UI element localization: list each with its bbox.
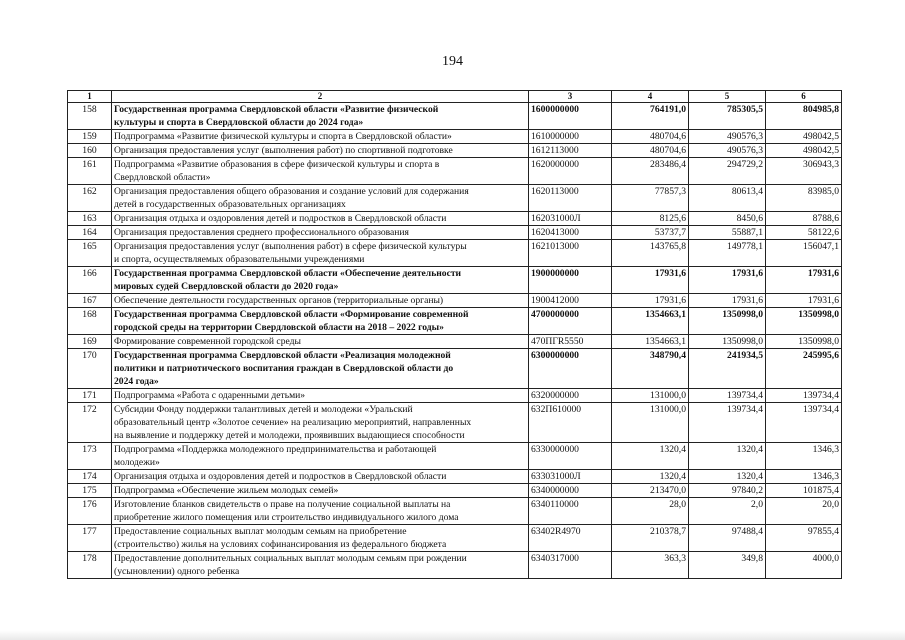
table-row (68, 308, 842, 335)
row-number: 168 (68, 308, 112, 335)
row-value-4: 53737,7 (612, 226, 689, 240)
row-name (112, 130, 529, 144)
row-name (112, 226, 529, 240)
table-body (68, 103, 842, 579)
table-row (68, 158, 842, 185)
row-name-line: Предоставление социальных выплат молодым семьям на приобретение (114, 526, 407, 537)
row-value-4: 17931,6 (612, 267, 689, 294)
row-name-line: Свердловской области» (114, 172, 211, 183)
row-name-line: Подпрограмма «Обеспечение жильем молодых семей» (114, 485, 339, 496)
row-value-4: 28,0 (612, 498, 689, 525)
row-name-line: Изготовление бланков свидетельств о праве на получение социальной выплаты на (114, 499, 451, 510)
row-name (112, 212, 529, 226)
row-name-line: Субсидии Фонду поддержки талантливых детей и молодежи «Уральский (114, 404, 413, 415)
row-number: 170 (68, 349, 112, 389)
row-name-line: Организация отдыха и оздоровления детей и подростков в Свердловской области (114, 471, 447, 482)
row-name (112, 349, 529, 389)
row-number: 166 (68, 267, 112, 294)
row-name (112, 443, 529, 470)
table-row (68, 552, 842, 579)
row-name-line: Государственная программа Свердловской области «Формирование современной (114, 309, 469, 320)
row-value-4: 210378,7 (612, 525, 689, 552)
row-number: 178 (68, 552, 112, 579)
row-code: 470ПГR5550 (529, 335, 612, 349)
row-value-5: 149778,1 (689, 240, 766, 267)
row-name-line: Организация отдыха и оздоровления детей и подростков в Свердловской области (114, 213, 447, 224)
row-value-4: 8125,6 (612, 212, 689, 226)
row-number: 169 (68, 335, 112, 349)
row-value-4: 143765,8 (612, 240, 689, 267)
table-row (68, 185, 842, 212)
row-name (112, 389, 529, 403)
table-row (68, 294, 842, 308)
row-value-4: 1320,4 (612, 443, 689, 470)
row-value-6: 1350998,0 (766, 335, 842, 349)
row-value-4: 348790,4 (612, 349, 689, 389)
row-value-5: 55887,1 (689, 226, 766, 240)
header-row (68, 91, 842, 103)
column-header-2: 2 (112, 91, 529, 103)
row-name-line: (строительство) жилья на условиях софинансирования из федерального бюджета (114, 539, 447, 550)
row-code: 162031000Л (529, 212, 612, 226)
table-row (68, 226, 842, 240)
row-number: 164 (68, 226, 112, 240)
row-name-line: Подпрограмма «Работа с одаренными детьми» (114, 390, 306, 401)
row-number: 167 (68, 294, 112, 308)
row-value-6: 58122,6 (766, 226, 842, 240)
row-number: 171 (68, 389, 112, 403)
row-value-5: 241934,5 (689, 349, 766, 389)
row-value-5: 17931,6 (689, 294, 766, 308)
row-number: 162 (68, 185, 112, 212)
row-value-6: 804985,8 (766, 103, 842, 130)
row-value-5: 1350998,0 (689, 308, 766, 335)
row-value-5: 2,0 (689, 498, 766, 525)
row-code: 1612113000 (529, 144, 612, 158)
row-value-6: 1350998,0 (766, 308, 842, 335)
row-number: 158 (68, 103, 112, 130)
row-name (112, 552, 529, 579)
row-number: 174 (68, 470, 112, 484)
row-number: 165 (68, 240, 112, 267)
row-value-4: 213470,0 (612, 484, 689, 498)
row-value-6: 4000,0 (766, 552, 842, 579)
row-value-4: 480704,6 (612, 144, 689, 158)
row-name-line: 2024 года» (114, 376, 159, 387)
row-value-6: 156047,1 (766, 240, 842, 267)
table-row (68, 144, 842, 158)
row-value-6: 20,0 (766, 498, 842, 525)
row-value-5: 1320,4 (689, 470, 766, 484)
table-row (68, 525, 842, 552)
row-value-5: 349,8 (689, 552, 766, 579)
row-name-line: Государственная программа Свердловской области «Реализация молодежной (114, 350, 451, 361)
column-header-6: 6 (766, 91, 842, 103)
row-value-4: 1354663,1 (612, 308, 689, 335)
row-value-6: 306943,3 (766, 158, 842, 185)
row-value-5: 97488,4 (689, 525, 766, 552)
row-name (112, 308, 529, 335)
row-name (112, 335, 529, 349)
row-name-line: городской среды на территории Свердловской области на 2018 – 2022 годы» (114, 322, 444, 333)
row-number: 177 (68, 525, 112, 552)
row-code: 63402R4970 (529, 525, 612, 552)
row-code: 6340110000 (529, 498, 612, 525)
row-name (112, 498, 529, 525)
row-name-line: Государственная программа Свердловской области «Развитие физической (114, 104, 439, 115)
row-value-5: 785305,5 (689, 103, 766, 130)
row-name-line: культуры и спорта в Свердловской области до 2024 года» (114, 117, 364, 128)
row-value-4: 17931,6 (612, 294, 689, 308)
table-row (68, 240, 842, 267)
table-row (68, 443, 842, 470)
row-name-line: политики и патриотического воспитания граждан в Свердловской области до (114, 363, 454, 374)
table-row (68, 349, 842, 389)
row-name-line: мировых судей Свердловской области до 2020 года» (114, 281, 339, 292)
table-row (68, 470, 842, 484)
row-name-line: Организация предоставления среднего профессионального образования (114, 227, 409, 238)
row-value-4: 131000,0 (612, 389, 689, 403)
row-value-6: 139734,4 (766, 403, 842, 443)
row-code: 6340000000 (529, 484, 612, 498)
row-value-5: 139734,4 (689, 403, 766, 443)
row-name (112, 525, 529, 552)
row-value-5: 490576,3 (689, 144, 766, 158)
row-value-4: 363,3 (612, 552, 689, 579)
row-value-5: 294729,2 (689, 158, 766, 185)
row-value-6: 83985,0 (766, 185, 842, 212)
row-value-5: 97840,2 (689, 484, 766, 498)
row-code: 6320000000 (529, 389, 612, 403)
row-code: 1620000000 (529, 158, 612, 185)
row-value-6: 17931,6 (766, 267, 842, 294)
row-name-line: Организация предоставления общего образования и создание условий для содержания (114, 186, 469, 197)
column-header-3: 3 (529, 91, 612, 103)
row-value-6: 498042,5 (766, 144, 842, 158)
row-code: 1600000000 (529, 103, 612, 130)
page-number: 194 (442, 54, 463, 69)
table-row (68, 267, 842, 294)
row-code: 1900412000 (529, 294, 612, 308)
row-name (112, 484, 529, 498)
row-code: 1621013000 (529, 240, 612, 267)
row-value-5: 17931,6 (689, 267, 766, 294)
row-name-line: Подпрограмма «Поддержка молодежного предпринимательства и работающей (114, 444, 437, 455)
row-value-4: 480704,6 (612, 130, 689, 144)
row-number: 173 (68, 443, 112, 470)
row-number: 175 (68, 484, 112, 498)
column-header-5: 5 (689, 91, 766, 103)
row-name (112, 185, 529, 212)
row-value-5: 490576,3 (689, 130, 766, 144)
row-number: 160 (68, 144, 112, 158)
row-name-line: Организация предоставления услуг (выполнения работ) в сфере физической культуры (114, 241, 467, 252)
row-value-5: 8450,6 (689, 212, 766, 226)
row-value-6: 8788,6 (766, 212, 842, 226)
row-name (112, 267, 529, 294)
row-name-line: образовательный центр «Золотое сечение» на реализацию мероприятий, направленных (114, 417, 472, 428)
row-value-5: 80613,4 (689, 185, 766, 212)
row-value-4: 77857,3 (612, 185, 689, 212)
row-value-6: 17931,6 (766, 294, 842, 308)
row-value-5: 139734,4 (689, 389, 766, 403)
table-row (68, 498, 842, 525)
row-name-line: приобретение жилого помещения или строительство индивидуального жилого дома (114, 512, 459, 523)
row-code: 1900000000 (529, 267, 612, 294)
row-code: 1610000000 (529, 130, 612, 144)
row-name-line: Государственная программа Свердловской области «Обеспечение деятельности (114, 268, 462, 279)
row-value-5: 1320,4 (689, 443, 766, 470)
row-name-line: детей в государственных образовательных организациях (114, 199, 346, 210)
row-number: 163 (68, 212, 112, 226)
row-name (112, 240, 529, 267)
column-header-1: 1 (68, 91, 112, 103)
row-name-line: Формирование современной городской среды (114, 336, 301, 347)
row-name-line: Подпрограмма «Развитие физической культуры и спорта в Свердловской области» (114, 131, 452, 142)
row-name (112, 144, 529, 158)
row-name-line: молодежи» (114, 457, 160, 468)
row-name-line: Обеспечение деятельности государственных органов (территориальные органы) (114, 295, 444, 306)
table-row (68, 389, 842, 403)
row-value-5: 1350998,0 (689, 335, 766, 349)
row-value-6: 245995,6 (766, 349, 842, 389)
row-number: 172 (68, 403, 112, 443)
row-value-4: 764191,0 (612, 103, 689, 130)
row-code: 6300000000 (529, 349, 612, 389)
budget-table (67, 90, 842, 579)
row-value-6: 1346,3 (766, 443, 842, 470)
row-code: 6340317000 (529, 552, 612, 579)
row-name-line: Предоставление дополнительных социальных выплат молодым семьям при рождении (114, 553, 467, 564)
row-number: 176 (68, 498, 112, 525)
table-row (68, 103, 842, 130)
row-name (112, 403, 529, 443)
row-value-6: 97855,4 (766, 525, 842, 552)
table-row (68, 212, 842, 226)
row-code: 1620113000 (529, 185, 612, 212)
row-value-6: 101875,4 (766, 484, 842, 498)
row-value-4: 1320,4 (612, 470, 689, 484)
row-number: 161 (68, 158, 112, 185)
row-name (112, 103, 529, 130)
row-name-line: на выявление и поддержку детей и молодежи, проявивших выдающиеся способности (114, 430, 465, 441)
table-row (68, 335, 842, 349)
row-name-line: Организация предоставления услуг (выполнения работ) по спортивной подготовке (114, 145, 453, 156)
row-name-line: (усыновлении) одного ребенка (114, 566, 240, 577)
row-value-6: 1346,3 (766, 470, 842, 484)
scan-edge (0, 630, 905, 640)
row-value-4: 1354663,1 (612, 335, 689, 349)
row-code: 1620413000 (529, 226, 612, 240)
row-value-4: 283486,4 (612, 158, 689, 185)
row-name (112, 294, 529, 308)
table-row (68, 484, 842, 498)
table-row (68, 403, 842, 443)
row-value-6: 139734,4 (766, 389, 842, 403)
row-code: 632П610000 (529, 403, 612, 443)
column-header-4: 4 (612, 91, 689, 103)
row-name (112, 158, 529, 185)
table-row (68, 130, 842, 144)
row-name-line: Подпрограмма «Развитие образования в сфере физической культуры и спорта в (114, 159, 440, 170)
row-number: 159 (68, 130, 112, 144)
row-value-4: 131000,0 (612, 403, 689, 443)
row-name-line: и спорта, осуществляемых образовательными учреждениями (114, 254, 365, 265)
row-value-6: 498042,5 (766, 130, 842, 144)
row-code: 4700000000 (529, 308, 612, 335)
row-code: 633031000Л (529, 470, 612, 484)
row-code: 6330000000 (529, 443, 612, 470)
row-name (112, 470, 529, 484)
